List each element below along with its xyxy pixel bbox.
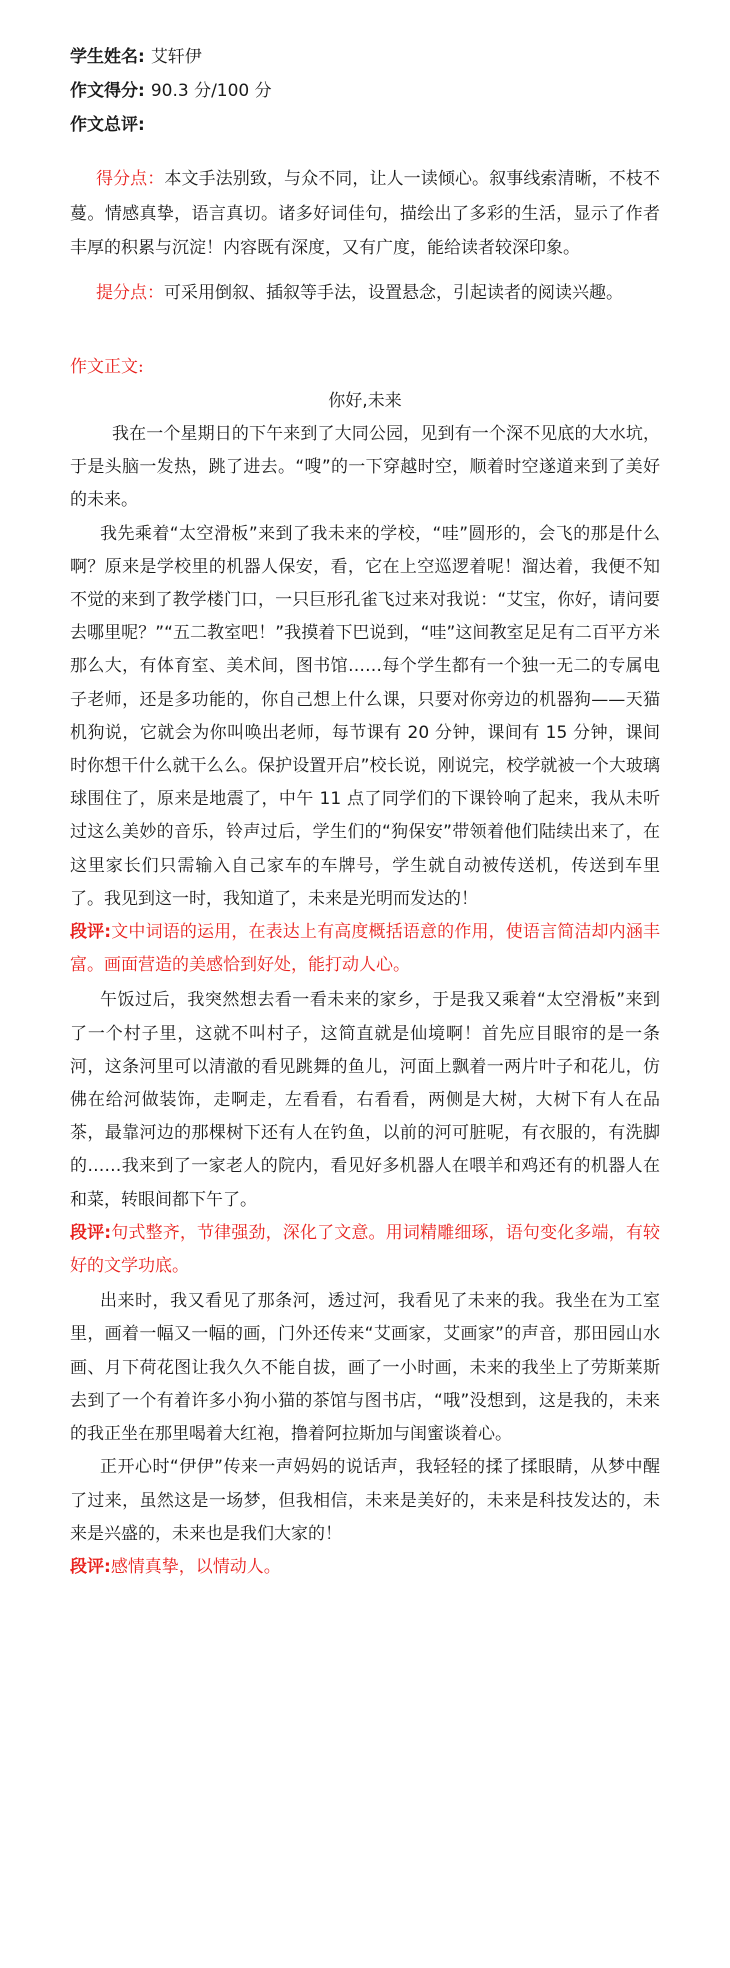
comment-label: 段评:	[70, 1556, 111, 1577]
paragraph-comment	[70, 916, 660, 982]
comment-label: 段评:	[70, 1222, 112, 1243]
essay-review-page	[70, 40, 660, 1586]
comment-text: 句式整齐，节律强劲，深化了文意。用词精雕细琢，语句变化多端，有较好的文学功底。	[70, 1222, 660, 1277]
strengths-label: 得分点：	[96, 169, 165, 189]
strengths-text: 本文手法别致，与众不同，让人一读倾心。叙事线索清晰，不枝不蔓。情感真挚，语言真切。诸多好词佳句，描绘出了多彩的生活，显示了作者丰厚的积累与沉淀！内容既有深度，又有广度，能给读者较深印象。	[70, 169, 660, 258]
score-label: 作文得分:	[70, 81, 145, 101]
summary-heading-line	[70, 108, 660, 142]
summary-label: 作文总评:	[70, 115, 145, 135]
student-name-line	[70, 40, 660, 74]
improvement-paragraph	[70, 276, 660, 311]
student-name-label: 学生姓名:	[70, 47, 145, 67]
score-value: 90.3 分/100 分	[150, 81, 272, 101]
essay-paragraph: 我先乘着“太空滑板”来到了我未来的学校，“哇”圆形的，会飞的那是什么啊？原来是学校里的机器人保安，看，它在上空巡逻着呢！溜达着，我便不知不觉的来到了教学楼门口，一只巨形孔雀飞过来对我说：“艾宝，你好，请问要去哪里呢？”“五二教室吧！”我摸着下巴说到，“哇”这间教室足足有二百平方米那么大，有体育室、美术间，图书馆……每个学生都有一个独一无二的专属电子老师，还是多功能的，你自己想上什么课，只要对你旁边的机器狗——天猫机狗说，它就会为你叫唤出老师，每节课有 20 分钟，课间有 15 分钟，课间时你想干什么就干么么。保护设置开启”校长说，刚说完，校学就被一个大玻璃球围住了，原来是地震了，中午 11 点了同学们的下课铃响了起来，我从未听过这么美妙的音乐，铃声过后，学生们的“狗保安”带领着他们陆续出来了，在这里家长们只需输入自己家车的车牌号，学生就自动被传送机，传送到车里了。我见到这一时，我知道了，未来是光明而发达的！	[70, 523, 660, 909]
comment-text: 文中词语的运用，在表达上有高度概括语意的作用，使语言简洁却内涵丰富。画面营造的美感恰到好处，能打动人心。	[70, 922, 660, 976]
overall-review	[70, 162, 660, 310]
essay-section-heading: 作文正文:	[70, 357, 144, 377]
essay-paragraph: 出来时，我又看见了那条河，透过河，我看见了未来的我。我坐在为工室里，画着一幅又一幅的画，门外还传来“艾画家，艾画家”的声音，那田园山水画、月下荷花图让我久久不能自拔，画了一小时画，未来的我坐上了劳斯莱斯去到了一个有着许多小狗小猫的茶馆与图书店，“哦”没想到，这是我的，未来的我正坐在那里喝着大红袍，撸着阿拉斯加与闺蜜谈着心。	[70, 1291, 660, 1445]
comment-text: 感情真挚，以情动人。	[110, 1556, 281, 1577]
essay-paragraph: 午饭过后，我突然想去看一看未来的家乡，于是我又乘着“太空滑板”来到了一个村子里，这就不叫村子，这简直就是仙境啊！首先应目眼帘的是一条河，这条河里可以清澈的看见跳舞的鱼儿，河面上飘着一两片叶子和花儿，仿佛在给河做装饰，走啊走，左看看，右看看，两侧是大树，大树下有人在品茶，最靠河边的那棵树下还有人在钓鱼，以前的河可脏呢，有衣服的，有洗脚的……我来到了一家老人的院内，看见好多机器人在喂羊和鸡还有的机器人在和菜，转眼间都下午了。	[70, 990, 660, 1210]
essay-body	[70, 418, 660, 1584]
improvement-text: 可采用倒叙、插叙等手法，设置悬念，引起读者的阅读兴趣。	[164, 282, 623, 303]
score-line	[70, 74, 660, 108]
essay-paragraph: 我在一个星期日的下午来到了大同公园，见到有一个深不见底的大水坑，于是头脑一发热，跳了进去。“嗖”的一下穿越时空，顺着时空遂道来到了美好的未来。	[70, 424, 660, 511]
improvement-label: 提分点：	[96, 282, 164, 303]
comment-label: 段评:	[70, 922, 112, 943]
paragraph-comment	[70, 1551, 660, 1584]
essay-paragraph: 正开心时“伊伊”传来一声妈妈的说话声，我轻轻的揉了揉眼睛，从梦中醒了过来，虽然这是一场梦，但我相信，未来是美好的，未来是科技发达的，未来是兴盛的，未来也是我们大家的！	[70, 1457, 660, 1544]
paragraph-comment	[70, 1217, 660, 1283]
student-name: 艾轩伊	[150, 47, 202, 67]
essay-title: 你好,未来	[328, 391, 402, 411]
strengths-paragraph	[70, 162, 660, 266]
